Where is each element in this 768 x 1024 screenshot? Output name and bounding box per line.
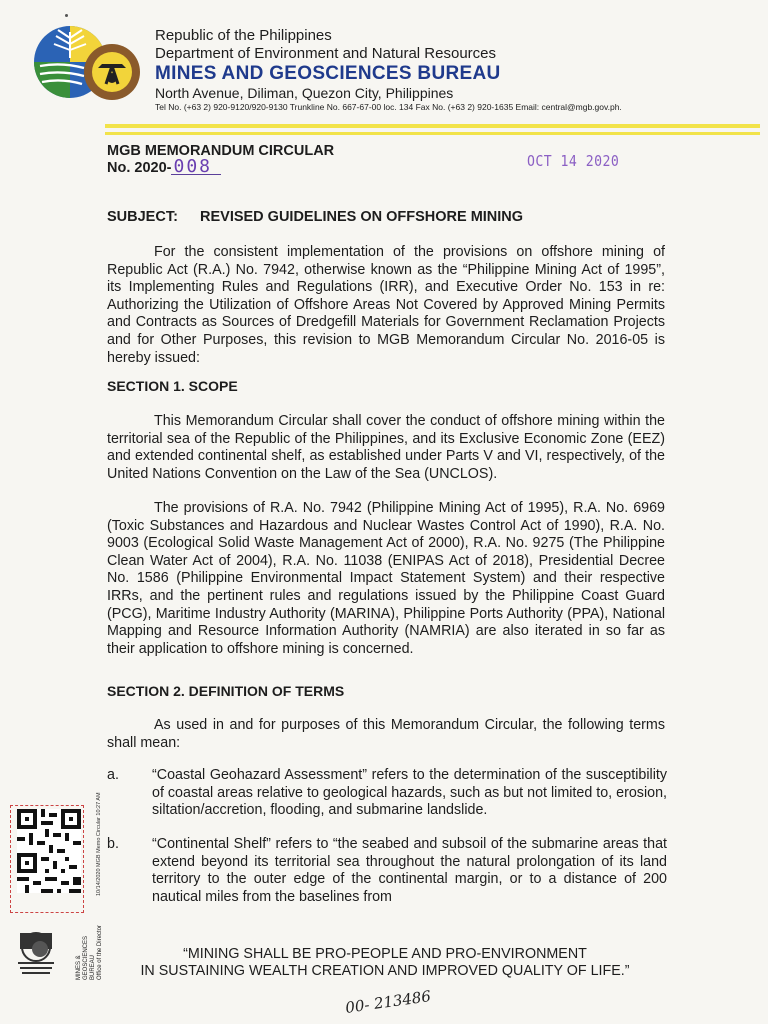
section1-paragraph2: The provisions of R.A. No. 7942 (Philippine Mining Act of 1995), R.A. No. 6969 (Toxic Substances and Hazardous and Nuclear Wastes Control Act of 1990), R.A. No. 9003 (Ecological Solid Waste Management Act of 2000), R.A. No. 9275 (The Philippine Clean Water Act of 2004), R.A. No. 11038 (ENIPAS Act of 2018), Presidential Decree No. 1586 (Philippine Environmental Impact Statement System) and their respective IRRs, and the pertinent rules and regulations issued by the Philippine Coast Guard (PCG), Maritime Industry Authority (MARINA), Philippine Ports Authority (PPA), National Mapping and Resource Information Authority (NAMRIA) are also iterated in so far as their application to offshore mining is concerned. <box>107 500 665 657</box>
letterhead-address: North Avenue, Diliman, Quezon City, Philippines <box>155 85 454 101</box>
motto-line1: “MINING SHALL BE PRO-PEOPLE AND PRO-ENVIRONMENT <box>183 946 587 962</box>
memo-title: MGB MEMORANDUM CIRCULAR <box>107 143 335 159</box>
header-rule-bottom <box>105 132 760 135</box>
memo-number-handwritten: 008 <box>171 160 221 175</box>
letterhead-contact: Tel No. (+63 2) 920-9120/920-9130 Trunkline No. 667-67-00 loc. 134 Fax No. (+63 2) 920-1635 Email: central@mgb.gov.ph. <box>155 102 622 112</box>
letterhead-department: Department of Environment and Natural Resources <box>155 45 497 62</box>
section2-intro: As used in and for purposes of this Memorandum Circular, the following terms shall mean: <box>107 717 665 751</box>
subject-label: SUBJECT: <box>107 209 178 225</box>
date-stamp: OCT 14 2020 <box>527 152 620 170</box>
handwritten-reference: 00- 213486 <box>344 987 433 1017</box>
definition-text: “Coastal Geohazard Assessment” refers to the determination of the susceptibility of coastal areas relative to geological hazards, such as but not limited to, erosion, siltation/accretion, flooding, and submarine landslide. <box>152 767 667 819</box>
definition-letter: a. <box>107 767 119 783</box>
seal-text-line: Office of the Director <box>97 925 103 980</box>
motto-line2: IN SUSTAINING WEALTH CREATION AND IMPROVED QUALITY OF LIFE.” <box>140 963 630 979</box>
mgb-seal-icon <box>16 925 56 980</box>
memo-number <box>107 156 221 177</box>
seal-text-line: BUREAU <box>90 954 96 980</box>
header-rule-top <box>105 124 760 128</box>
section1-paragraph1: This Memorandum Circular shall cover the conduct of offshore mining within the territorial sea of the Republic of the Philippines, and its Exclusive Economic Zone (EEZ) and extended continental shelf, as established under Parts V and VI, respectively, of the United Nations Convention on the Law of the Sea (UNCLOS). <box>107 413 665 482</box>
definition-item <box>107 767 667 820</box>
definition-text: “Continental Shelf” refers to “the seabed and subsoil of the submarine areas that extend beyond its territorial sea throughout the natural prolongation of its land territory to the outer edge of the continental margin, or to a distance of 200 nautical miles from the baselines from <box>152 836 667 905</box>
section1-heading: SECTION 1. SCOPE <box>107 378 238 394</box>
mgb-logo-icon <box>32 22 147 104</box>
intro-paragraph: For the consistent implementation of the provisions on offshore mining of Republic Act (R.A.) No. 7942, otherwise known as the “Philippine Mining Act of 1995”, its Implementing Rules and Regulations (IRR), and Executive Order No. 153 in re: Authorizing the Utilization of Offshore Areas Not Covered by Approved Mining Permits and Contracts as Sources of Dredgefill Materials for Government Reclamation Projects and for Other Purposes, this revision to MGB Memorandum Circular No. 2016-05 is hereby issued: <box>107 244 665 366</box>
definition-item <box>107 836 667 906</box>
letterhead <box>155 26 755 113</box>
qr-code-icon <box>17 808 81 894</box>
qr-side-text: 10/14/2020 MGB Memo Circular 10:27 AM <box>96 792 102 896</box>
subject-text: REVISED GUIDELINES ON OFFSHORE MINING <box>200 209 524 225</box>
letterhead-bureau: MINES AND GEOSCIENCES BUREAU <box>155 63 501 84</box>
subject-line <box>107 209 523 225</box>
mgb-seal-text <box>76 925 104 980</box>
letterhead-republic: Republic of the Philippines <box>155 27 332 44</box>
memo-number-prefix: No. 2020- <box>107 160 172 176</box>
scan-speck <box>65 14 68 17</box>
section2-heading: SECTION 2. DEFINITION OF TERMS <box>107 683 345 699</box>
definition-letter: b. <box>107 836 119 852</box>
seal-text-line: MINES & <box>76 955 82 980</box>
motto <box>105 946 665 980</box>
seal-text-line: GEOSCIENCES <box>83 935 89 980</box>
